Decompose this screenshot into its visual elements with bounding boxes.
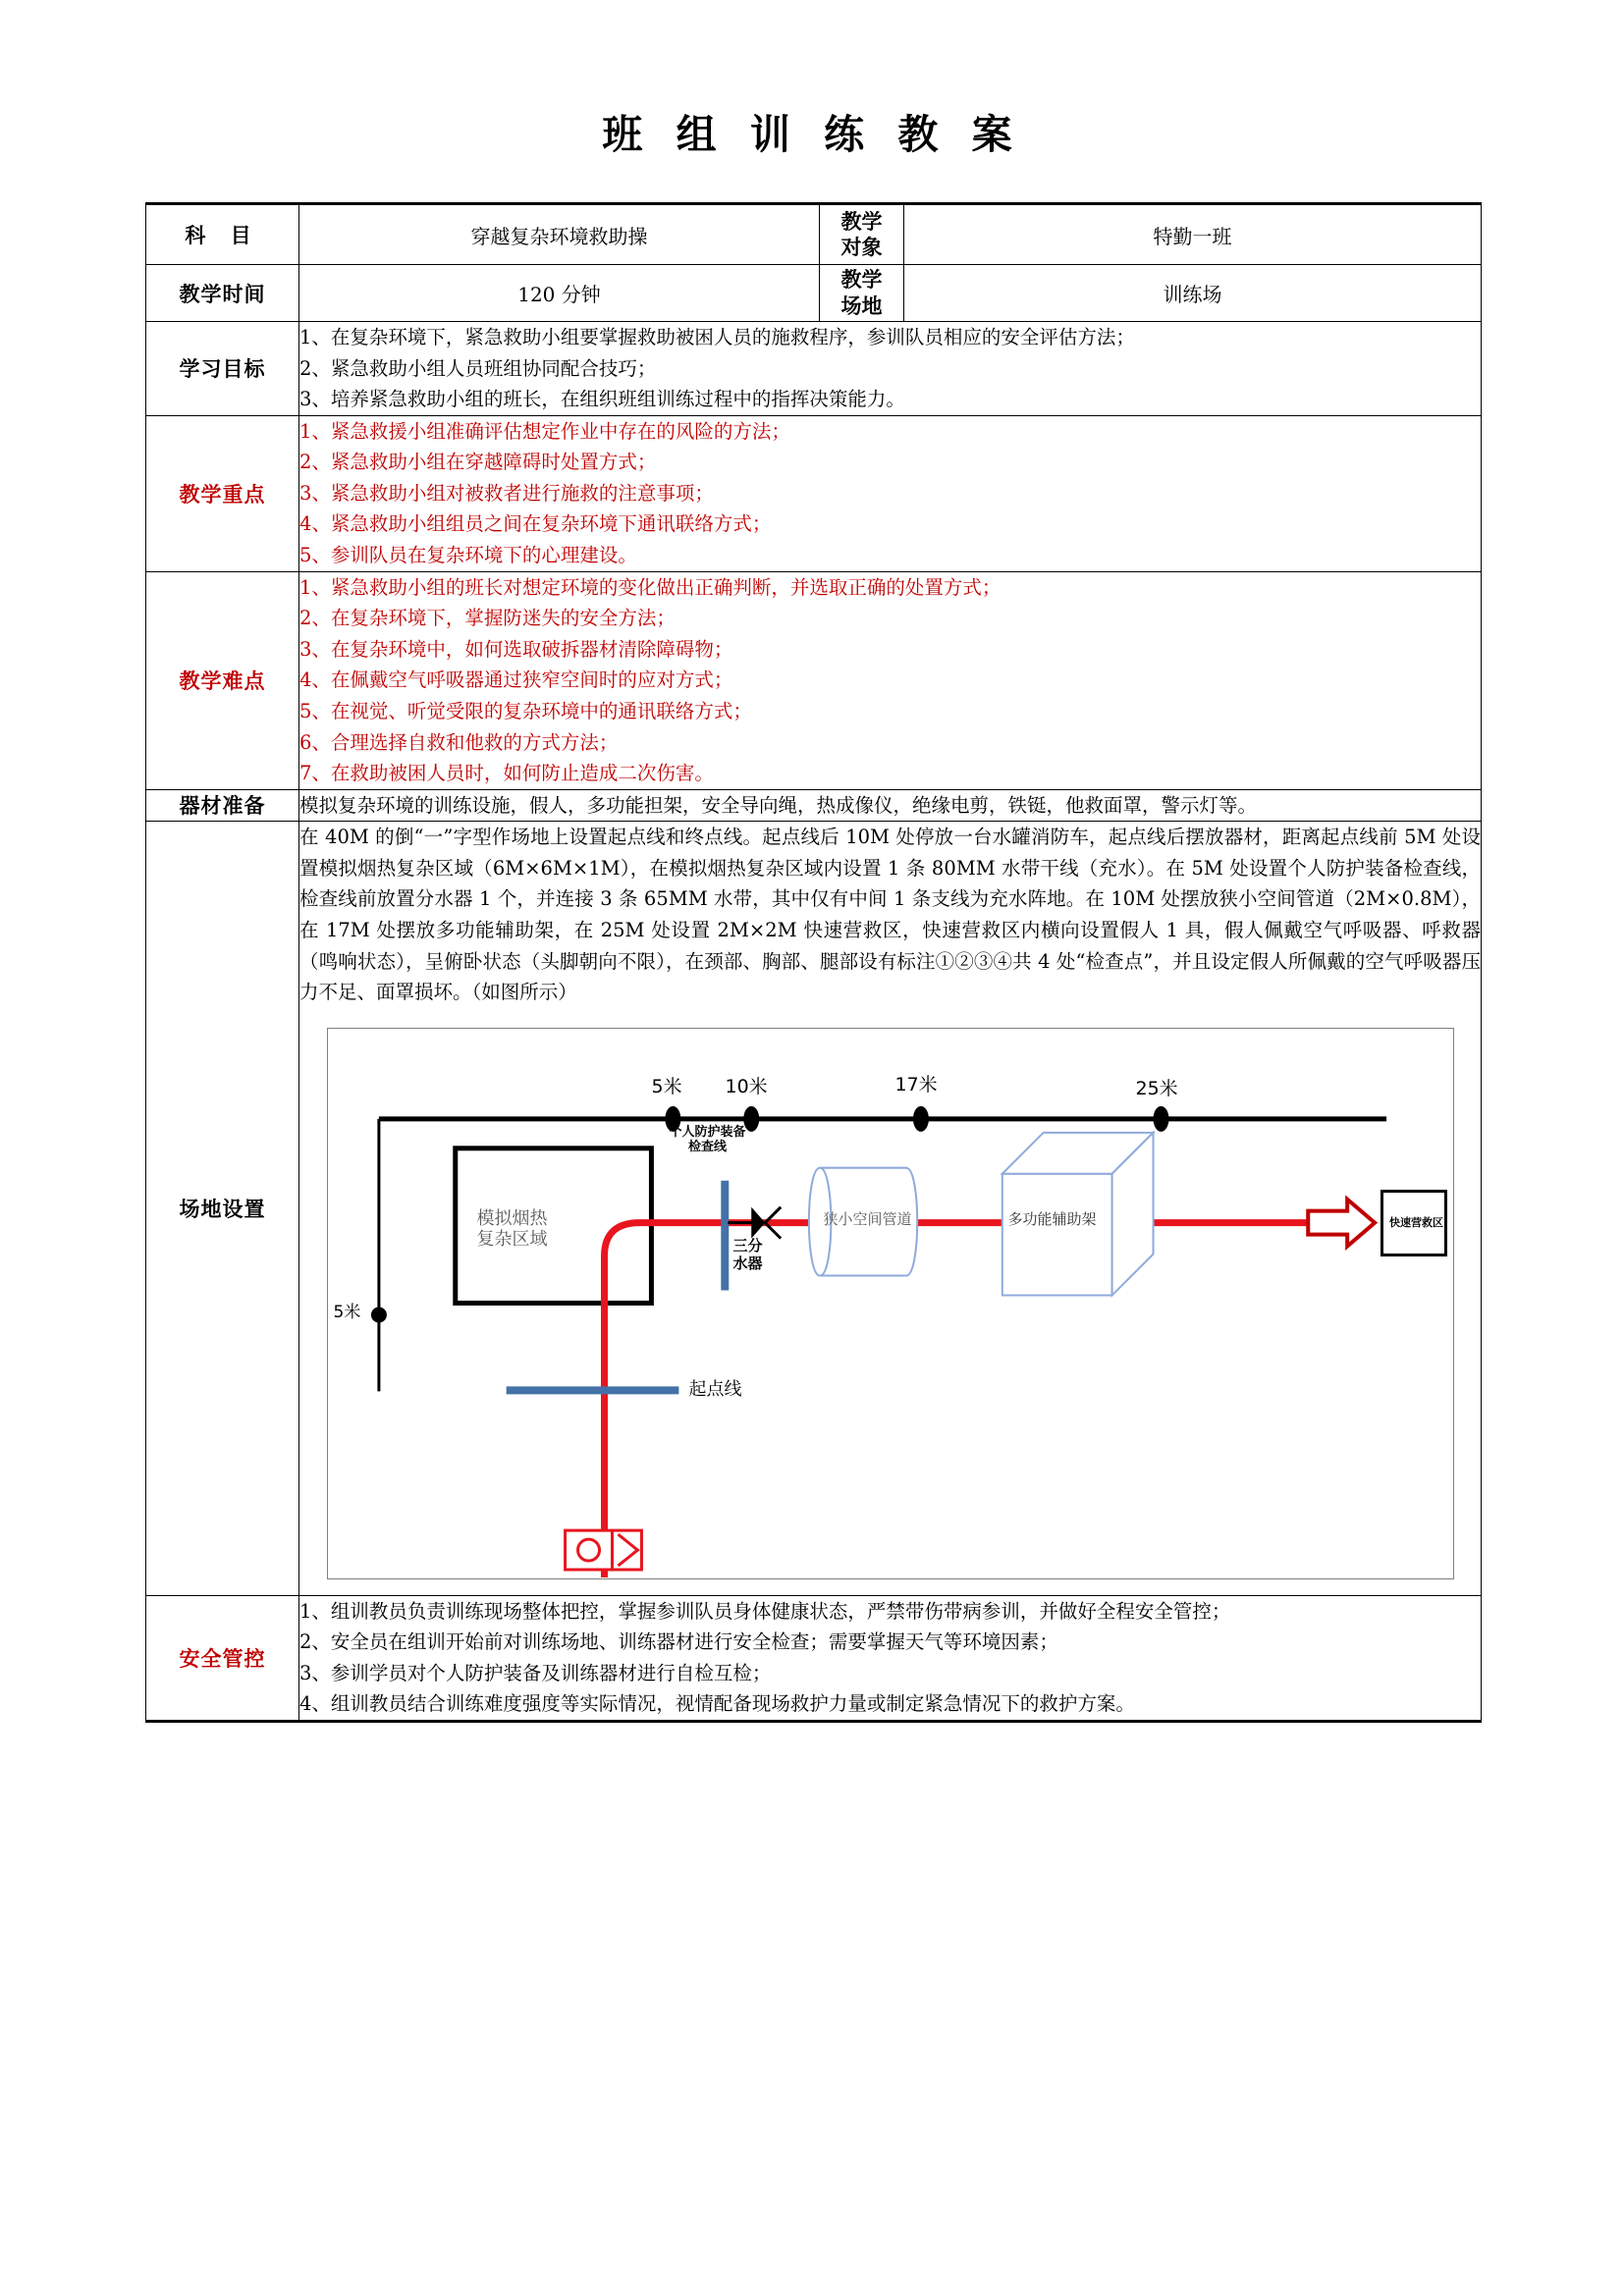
venue-diagram-wrap [299,1008,1481,1595]
rescue-zone-box [1380,1190,1447,1256]
venue-setup-text: 在 40M 的倒“一”字型作场地上设置起点线和终点线。起点线后 10M 处停放一台水罐消防车，起点线后摆放器材，距离起点线前 5M 处设置模拟烟热复杂区域（6M×6M×1M），在模拟烟热复杂区域内设置 1 条 80MM 水带干线（充水）。在 5M 处设置个人防护装备检查线，检查线前放置分水器 1 个，并连接 3 条 65MM 水带，其中仅有中间 1 条支线为充水阵地。在 10M 处摆放狭小空间管道（2M×0.8M），在 17M 处摆放多功能辅助架，在 25M 处设置 2M×2M 快速营救区，快速营救区内横向设置假人 1 具，假人佩戴空气呼吸器、呼救器（鸣响状态），呈俯卧状态（头脚朝向不限），在颈部、胸部、腿部设有标注①②③④共 4 处“检查点”，并且设定假人所佩戴的空气呼吸器压力不足、面罩损坏。（如图所示） [299,826,1481,1004]
value-time: 120 分钟 [299,265,820,322]
ruler-label-10m: 10米 [725,1075,768,1097]
label-venue-setup: 场地设置 [146,822,299,1595]
keypoint-item: 5、参训队员在复杂环境下的心理建设。 [299,544,637,567]
smoke-zone-label [477,1208,548,1251]
value-audience: 特勤一班 [904,204,1482,265]
venue-diagram-svg [328,1029,1453,1579]
table-row-time [146,265,1482,322]
ruler-tick-17m [912,1106,928,1132]
safety-item: 2、安全员在组训开始前对训练场地、训练器材进行安全检查；需要掌握天气等环境因素； [299,1630,1058,1654]
flow-arrow-icon [1308,1199,1375,1246]
table-row-difficulties [146,571,1482,789]
start-line-label: 起点线 [688,1378,742,1400]
water-divider-label-line1: 三分 [732,1236,763,1255]
difficulty-item: 2、在复杂环境下，掌握防迷失的安全方法； [299,607,676,630]
vertical-ruler-label-5m: 5米 [333,1302,361,1322]
difficulty-item: 3、在复杂环境中，如何选取破拆器材清除障碍物； [299,637,733,661]
label-equipment: 器材准备 [146,789,299,822]
label-audience [820,204,904,265]
table-row-objectives [146,322,1482,416]
label-difficulties: 教学难点 [146,571,299,789]
value-venue-setup [299,822,1482,1595]
label-audience-line2: 对象 [840,235,883,259]
keypoint-item: 3、紧急救助小组对被救者进行施救的注意事项； [299,481,714,505]
label-keypoints: 教学重点 [146,415,299,571]
table-row-equipment [146,789,1482,822]
ruler-label-5m: 5米 [651,1075,682,1097]
ruler-label-25m: 25米 [1135,1077,1178,1099]
equipment-text: 模拟复杂环境的训练设施，假人，多功能担架，安全导向绳，热成像仪，绝缘电剪，铁铤，他救面罩，警示灯等。 [299,793,1258,817]
difficulty-item: 5、在视觉、听觉受限的复杂环境中的通讯联络方式； [299,699,752,722]
water-divider-label-line2: 水器 [732,1254,763,1272]
objective-item: 2、紧急救助小组人员班组协同配合技巧； [299,356,657,380]
difficulty-item: 7、在救助被困人员时，如何防止造成二次伤害。 [299,762,714,785]
label-audience-line1: 教学 [840,208,883,234]
venue-diagram [327,1028,1454,1579]
label-subject: 科 目 [146,204,299,265]
table-row-keypoints [146,415,1482,571]
smoke-zone-label-line2: 复杂区域 [476,1229,548,1251]
lesson-plan-table [145,202,1482,1723]
table-row-subject [146,204,1482,265]
difficulty-item: 4、在佩戴空气呼吸器通过狭窄空间时的应对方式； [299,668,733,692]
ppe-check-label-line1: 个人防护装备 [669,1124,746,1140]
label-safety: 安全管控 [146,1595,299,1721]
objective-item: 3、培养紧急救助小组的班长，在组织班组训练过程中的指挥决策能力。 [299,388,905,411]
label-venue [820,265,904,322]
objective-item: 1、在复杂环境下，紧急救助小组要掌握救助被困人员的施救程序，参训队员相应的安全评估方法； [299,326,1135,348]
fire-truck-icon [565,1530,641,1570]
safety-item: 3、参训学员对个人防护装备及训练器材进行自检互检； [299,1661,772,1684]
page-title: 班 组 训 练 教 案 [602,111,1022,158]
vertical-ruler-tick-5m [370,1307,386,1322]
value-safety [299,1595,1482,1721]
water-divider-label [733,1237,763,1272]
smoke-zone-label-line1: 模拟烟热 [476,1207,548,1229]
rescue-zone-label: 快速营救区 [1389,1215,1443,1229]
value-equipment [299,789,1482,822]
difficulty-item: 6、合理选择自救和他救的方式方法； [299,730,619,754]
value-difficulties [299,571,1482,789]
keypoint-item: 1、紧急救援小组准确评估想定作业中存在的风险的方法； [299,419,790,443]
label-time: 教学时间 [146,265,299,322]
table-row-safety [146,1595,1482,1721]
table-row-venue-setup [146,822,1482,1595]
value-objectives [299,322,1482,416]
keypoint-item: 4、紧急救助小组组员之间在复杂环境下通讯联络方式； [299,512,772,536]
difficulty-item: 1、紧急救助小组的班长对想定环境的变化做出正确判断，并选取正确的处置方式； [299,575,1001,599]
keypoint-item: 2、紧急救助小组在穿越障碍时处置方式； [299,451,657,474]
multi-rack-label: 多功能辅助架 [1007,1209,1097,1228]
value-venue: 训练场 [904,265,1482,322]
safety-item: 1、组训教员负责训练现场整体把控，掌握参训队员身体健康状态，严禁带伤带病参训，并做好全程安全管控； [299,1599,1231,1623]
label-objectives: 学习目标 [146,322,299,416]
ppe-check-label-line2: 检查线 [688,1140,728,1155]
ppe-check-label [670,1125,746,1155]
label-venue-line2: 场地 [840,293,883,318]
ruler-tick-25m [1153,1106,1168,1132]
ruler-label-17m: 17米 [894,1073,938,1095]
narrow-pipe-label: 狭小空间管道 [823,1209,912,1228]
value-keypoints [299,415,1482,571]
value-subject: 穿越复杂环境救助操 [299,204,820,265]
label-venue-line1: 教学 [840,267,883,293]
safety-item: 4、组训教员结合训练难度强度等实际情况，视情配备现场救护力量或制定紧急情况下的救护方案。 [299,1692,1135,1716]
